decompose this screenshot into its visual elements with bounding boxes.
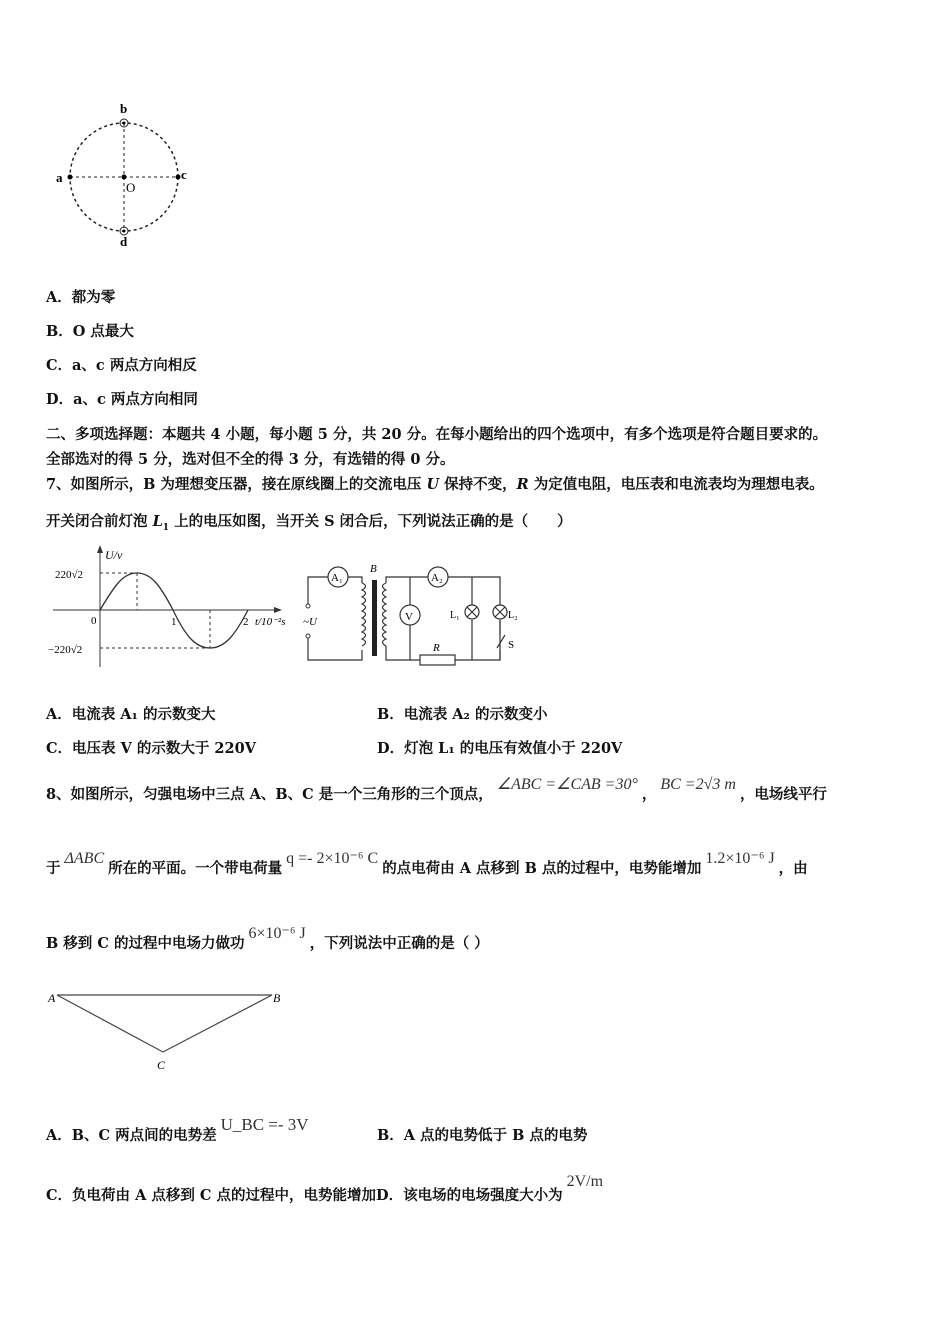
section2-line1: 二、多项选择题：本题共 4 小题，每小题 5 分，共 20 分。在每小题给出的四个选项中，有多个选项是符合题目要求的。 <box>46 426 828 443</box>
x2-label: 2 <box>243 616 249 628</box>
triangle-figure <box>45 985 295 1075</box>
text: B 移到 C 的过程中电场力做功 <box>46 935 245 952</box>
source-u: ~U <box>303 616 317 628</box>
text: 上的电压如图，当开关 S 闭合后，下列说法正确的是（ ） <box>169 513 572 530</box>
label-a: a <box>56 170 63 185</box>
q8-option-d: D．该电场的电场强度大小为 <box>376 1187 563 1204</box>
label-b: b <box>120 101 128 116</box>
q8-line2 <box>46 850 808 878</box>
q8-option-cd <box>46 1173 607 1205</box>
text: A．B、C 两点间的电势差 <box>46 1127 217 1144</box>
text: 为定值电阻，电压表和电流表均为理想电表。 <box>528 476 824 493</box>
var-u: U <box>426 476 440 493</box>
text: ，下列说法中正确的是（ ） <box>309 935 489 952</box>
vertex-b: B <box>273 991 281 1005</box>
q7-option-d: D．灯泡 L₁ 的电压有效值小于 220V <box>377 740 623 757</box>
q6-option-c: C．a、c 两点方向相反 <box>46 357 197 374</box>
q7-line2: 开关闭合前灯泡 $L_1$ 上的电压如图，当开关 S 闭合后，下列说法正确的是（ ） <box>46 513 572 533</box>
circle-figure <box>50 100 200 250</box>
q7-option-a: A．电流表 A₁ 的示数变大 <box>46 706 216 723</box>
text: 的点电荷由 A 点移到 B 点的过程中，电势能增加 <box>382 860 702 877</box>
y-max-label: 220√2 <box>55 569 84 581</box>
var-r: R <box>516 476 529 493</box>
vertex-c: C <box>157 1058 166 1072</box>
voltmeter-v: V <box>405 611 413 623</box>
text: 于 <box>46 860 61 877</box>
voltage-graph <box>45 545 285 670</box>
label-o: O <box>126 180 136 195</box>
q8-option-b: B．A 点的电势低于 B 点的电势 <box>377 1127 588 1144</box>
q7-line1 <box>46 473 824 494</box>
y-min-label: −220√2 <box>48 644 83 656</box>
transformer-circuit <box>300 560 540 670</box>
q6-option-b: B．O 点最大 <box>46 323 134 340</box>
formula-bc: BC =2√3 m <box>660 776 736 793</box>
lamp-l2: L₂ <box>508 610 518 621</box>
q8-line1 <box>46 776 827 804</box>
formula-work: 6×10⁻⁶ J <box>248 925 306 942</box>
formula-triangle: ΔABC <box>64 850 105 867</box>
lamp-l1: L₁ <box>450 610 460 621</box>
var-l1: L <box>152 513 163 530</box>
formula-energy: 1.2×10⁻⁶ J <box>705 850 775 867</box>
label-d: d <box>120 234 128 249</box>
section2-line2: 全部选对的得 5 分，选对但不全的得 3 分，有选错的得 0 分。 <box>46 451 455 468</box>
q7-option-c: C．电压表 V 的示数大于 220V <box>46 740 256 757</box>
text: 保持不变， <box>439 476 517 493</box>
ammeter-a1: A₁ <box>331 572 343 584</box>
text: ，由 <box>778 860 808 877</box>
transformer-b: B <box>370 563 377 575</box>
x1-label: 1 <box>171 616 177 628</box>
q8-option-a <box>46 1115 313 1145</box>
formula-ubc: U_BC =- 3V <box>220 1115 309 1134</box>
label-c: c <box>181 167 187 182</box>
text: 7、如图所示，B 为理想变压器，接在原线圈上的交流电压 <box>46 476 427 493</box>
formula-field: 2V/m <box>566 1173 604 1190</box>
resistor-r: R <box>433 642 440 654</box>
y-axis-label: U/v <box>105 548 123 562</box>
q6-option-d: D．a、c 两点方向相同 <box>46 391 198 408</box>
x0-label: 0 <box>91 615 97 627</box>
formula-charge: q =- 2×10⁻⁶ C <box>286 850 379 867</box>
switch-s: S <box>508 639 515 651</box>
text: 8、如图所示，匀强电场中三点 A、B、C 是一个三角形的三个顶点， <box>46 786 493 803</box>
text: ， <box>641 786 657 803</box>
q7-option-b: B．电流表 A₂ 的示数变小 <box>377 706 548 723</box>
text: 所在的平面。一个带电荷量 <box>108 860 283 877</box>
vertex-a: A <box>48 991 56 1005</box>
q8-line3 <box>46 925 489 953</box>
ammeter-a2: A₂ <box>431 572 443 584</box>
q8-option-c: C．负电荷由 A 点移到 C 点的过程中，电势能增加 <box>46 1187 377 1204</box>
text: 开关闭合前灯泡 <box>46 513 153 530</box>
q6-option-a: A．都为零 <box>46 289 116 306</box>
x-axis-label: t/10⁻²s <box>255 616 285 628</box>
formula-angles: ∠ABC =∠CAB =30° <box>496 776 638 793</box>
text: ，电场线平行 <box>739 786 827 803</box>
